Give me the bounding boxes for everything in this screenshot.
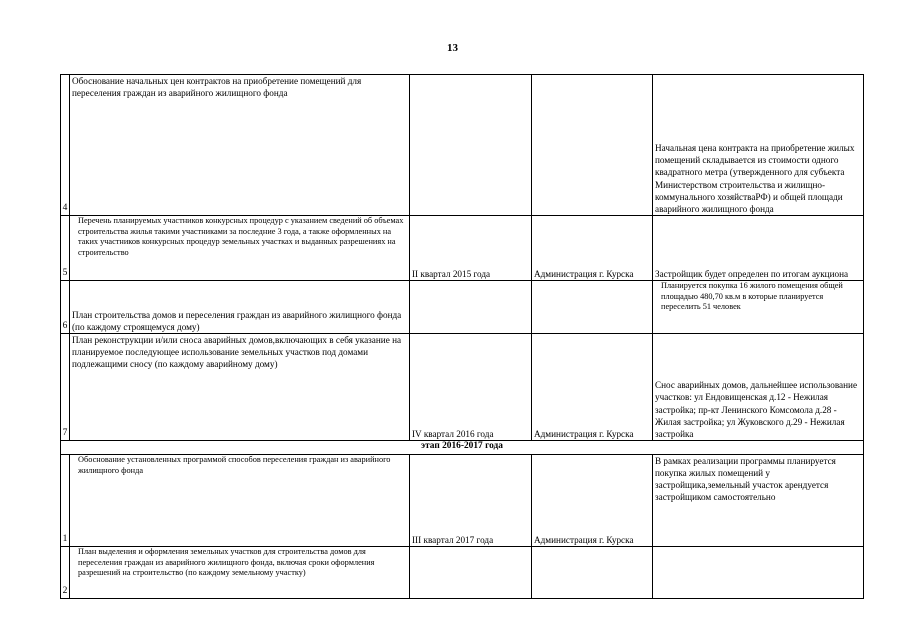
table-row (61, 75, 864, 216)
note-cell: Начальная цена контракта на приобретение жилых помещений складывается из стоимости одного квадратного метра (утвержденного для субъекта Министерством строительства и жилищно-коммунального хозяйстваРФ) и общей площади аварийного жилищного фонда (653, 75, 864, 216)
measure-cell: Обоснование начальных цен контрактов на приобретение помещений для переселения граждан из аварийного жилищного фонда (70, 75, 410, 216)
measure-cell: Перечень планируемых участников конкурсных процедур с указанием сведений об объемах строительства жилья такими участниками за последние 3 года, а также оформленных на таких участников конкурсных процедур земельных участках и выданных разрешениях на строительство (70, 216, 410, 281)
page-number: 13 (447, 42, 458, 54)
row-number: 6 (61, 281, 70, 334)
note-cell: В рамках реализации программы планируется покупка жилых помещений у застройщика,земельный участок арендуется застройщиком самостоятельно (653, 455, 864, 547)
measure-cell: План выделения и оформления земельных участков для строительства домов для переселения граждан из аварийного жилищного фонда, включая сроки оформления разрешений на строительство (по каждому земельному участку) (70, 547, 410, 599)
period-cell (410, 75, 532, 216)
executor-cell: Администрация г. Курска (532, 334, 653, 441)
table-row (61, 334, 864, 441)
row-number: 5 (61, 216, 70, 281)
stage-label: этап 2016-2017 года (61, 441, 864, 455)
executor-cell (532, 547, 653, 599)
period-cell (410, 281, 532, 334)
row-number: 4 (61, 75, 70, 216)
measure-cell: План строительства домов и переселения граждан из аварийного жилищного фонда (по каждому строящемуся дому) (70, 281, 410, 334)
note-cell: Планируется покупка 16 жилого помещения общей площадью 480,70 кв.м в которые планируется переселить 51 человек (653, 281, 864, 334)
table-row (61, 547, 864, 599)
period-cell: IV квартал 2016 года (410, 334, 532, 441)
period-cell (410, 547, 532, 599)
note-cell: Снос аварийных домов, дальнейшее использование участков: ул Ендовищенская д.12 - Нежилая застройка; пр-кт Ленинского Комсомола д.28 - Жилая застройка; ул Жуковского д.29 - Нежилая застройка (653, 334, 864, 441)
note-cell: Застройщик будет определен по итогам аукциона (653, 216, 864, 281)
period-cell: III квартал 2017 года (410, 455, 532, 547)
executor-cell: Администрация г. Курска (532, 216, 653, 281)
measure-cell: Обоснование установленных программой способов переселения граждан из аварийного жилищного фонда (70, 455, 410, 547)
stage-row (61, 441, 864, 455)
row-number: 2 (61, 547, 70, 599)
table-row (61, 455, 864, 547)
program-measures-table (60, 74, 864, 599)
table-row (61, 216, 864, 281)
period-cell: II квартал 2015 года (410, 216, 532, 281)
row-number: 7 (61, 334, 70, 441)
row-number: 1 (61, 455, 70, 547)
note-cell (653, 547, 864, 599)
executor-cell: Администрация г. Курска (532, 455, 653, 547)
executor-cell (532, 75, 653, 216)
table-row (61, 281, 864, 334)
executor-cell (532, 281, 653, 334)
measure-cell: План реконструкции и/или сноса аварийных домов,включающих в себя указание на планируемое последующее использование земельных участков под домами подлежащими сносу (по каждому аварийному дому) (70, 334, 410, 441)
